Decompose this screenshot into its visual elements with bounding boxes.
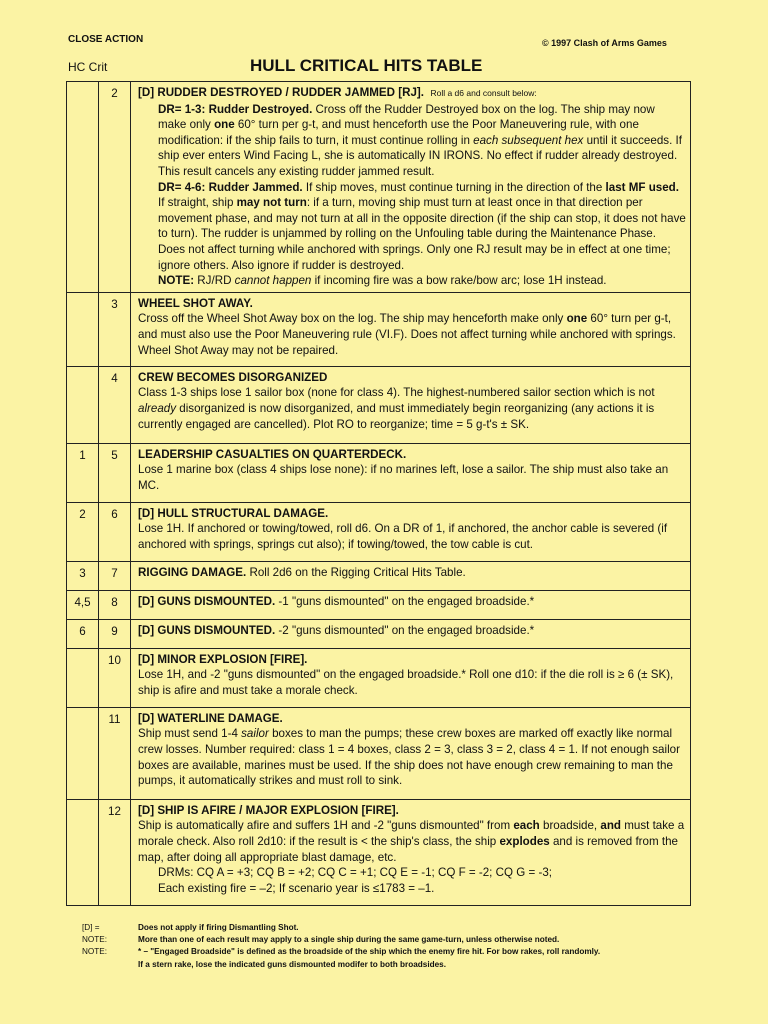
footnote [82, 934, 600, 946]
crit-cell: 11 [99, 707, 131, 799]
hc-cell: 4,5 [67, 590, 99, 619]
hc-cell: 1 [67, 443, 99, 502]
table-row [67, 443, 691, 502]
footnote-text: If a stern rake, lose the indicated guns dismounted modifer to both broadsides. [138, 959, 446, 969]
footnote [82, 922, 600, 934]
hc-cell: 2 [67, 502, 99, 561]
table-row [67, 82, 691, 293]
result-description [131, 707, 691, 799]
footnote-text: More than one of each result may apply to a single ship during the same game-turn, unless otherwise noted. [138, 935, 560, 945]
crit-cell: 12 [99, 799, 131, 905]
result-title: CREW BECOMES DISORGANIZED [138, 370, 328, 384]
hc-cell: 6 [67, 619, 99, 648]
result-title: [D] GUNS DISMOUNTED. [138, 594, 276, 608]
crit-cell: 9 [99, 619, 131, 648]
copyright: © 1997 Clash of Arms Games [542, 38, 667, 48]
hc-cell [67, 292, 99, 366]
table-row [67, 648, 691, 707]
crit-cell: 10 [99, 648, 131, 707]
result-paragraph: -2 "guns dismounted" on the engaged broadside.* [275, 623, 535, 637]
table-row [67, 292, 691, 366]
result-description [131, 619, 691, 648]
result-title: RIGGING DAMAGE. [138, 565, 247, 579]
footnote [82, 959, 600, 971]
result-description [131, 502, 691, 561]
table-row [67, 502, 691, 561]
crit-cell: 2 [99, 82, 131, 293]
critical-hits-table [66, 81, 691, 906]
result-note: NOTE: RJ/RD cannot happen if incoming fire was a bow rake/bow arc; lose 1H instead. [158, 274, 607, 288]
footnote-key [82, 959, 138, 971]
result-description [131, 561, 691, 590]
footnote [82, 946, 600, 958]
result-paragraph: Lose 1H. If anchored or towing/towed, roll d6. On a DR of 1, if anchored, the anchor cable is severed (if anchored with springs, springs cut also); if towing/towed, the tow cable is cut. [138, 522, 668, 551]
result-title: [D] RUDDER DESTROYED / RUDDER JAMMED [RJ]. [138, 86, 424, 99]
crit-cell: 3 [99, 292, 131, 366]
result-description [131, 443, 691, 502]
result-description [131, 799, 691, 905]
table-row [67, 561, 691, 590]
crit-cell: 5 [99, 443, 131, 502]
hc-cell [67, 648, 99, 707]
result-description [131, 366, 691, 443]
result-title: [D] HULL STRUCTURAL DAMAGE. [138, 506, 329, 520]
crit-cell: 8 [99, 590, 131, 619]
drm-line: DRMs: CQ A = +3; CQ B = +2; CQ C = +1; CQ E = -1; CQ F = -2; CQ G = -3; [158, 866, 552, 880]
result-title: WHEEL SHOT AWAY. [138, 296, 253, 310]
hc-cell [67, 799, 99, 905]
result-paragraph: Lose 1 marine box (class 4 ships lose none): if no marines left, lose a sailor. The ship must also take an MC. [138, 463, 669, 492]
result-paragraph: Class 1-3 ships lose 1 sailor box (none for class 4). The highest-numbered sailor section which is not already disorganized is now disorganized, and must immediately begin reorganizing (any actions it is currently engaged are cancelled). Plot RO to reorganize; time = 5 g-t's ± SK. [138, 386, 655, 431]
crit-cell: 7 [99, 561, 131, 590]
hc-cell [67, 366, 99, 443]
footnote-key: [D] = [82, 923, 100, 932]
result-paragraph: Ship must send 1-4 sailor boxes to man the pumps; these crew boxes are marked off exactly like normal crew losses. Number required: class 1 = 4 boxes, class 2 = 3, class 3 = 2, class 4 = 1. If not enough sailor boxes are available, marines must be used. If the ship does not have enough crew remaining to man the pumps, it automatically strikes and must roll to sink. [138, 727, 680, 788]
footnote-text: Does not apply if firing Dismantling Shot. [138, 923, 299, 932]
result-paragraph: -1 "guns dismounted" on the engaged broadside.* [275, 594, 535, 608]
table-row [67, 799, 691, 905]
result-title-suffix: Roll a d6 and consult below: [430, 88, 537, 98]
footnotes [82, 922, 600, 971]
table-row [67, 619, 691, 648]
result-paragraph: Roll 2d6 on the Rigging Critical Hits Table. [246, 565, 466, 579]
result-title: [D] MINOR EXPLOSION [FIRE]. [138, 652, 308, 666]
table-row [67, 707, 691, 799]
header-left: CLOSE ACTION [68, 34, 144, 45]
footnote-key: NOTE: [82, 935, 108, 945]
hc-crit-label: HC Crit [68, 60, 108, 74]
result-title: [D] GUNS DISMOUNTED. [138, 623, 276, 637]
result-title: [D] WATERLINE DAMAGE. [138, 711, 283, 725]
result-description [131, 292, 691, 366]
result-description [131, 82, 691, 293]
hc-cell [67, 82, 99, 293]
footnote-key: NOTE: [82, 947, 108, 957]
result-title: LEADERSHIP CASUALTIES ON QUARTERDECK. [138, 447, 407, 461]
page-title: HULL CRITICAL HITS TABLE [250, 56, 483, 75]
hc-cell: 3 [67, 561, 99, 590]
result-paragraph: Ship is automatically afire and suffers 1H and -2 "guns dismounted" from each broadside, and must take a morale check. Also roll 2d10: if the result is < the ship's class, the ship explodes and is removed from the map, after doing all appropriate blast damage, etc. [138, 819, 685, 864]
result-description [131, 590, 691, 619]
crit-cell: 4 [99, 366, 131, 443]
footnote-text: * – "Engaged Broadside" is defined as the broadside of the ship which the enemy fire hit. For bow rakes, roll randomly. [138, 947, 601, 957]
fire-modifier-line: Each existing fire = –2; If scenario year is ≤1783 = –1. [158, 881, 435, 895]
result-paragraph: DR= 1-3: Rudder Destroyed. Cross off the Rudder Destroyed box on the log. The ship may now make only one 60° turn per g-t, and must henceforth use the Poor Maneuvering rule, with one modification: if the ship fails to turn, it must continue rolling in each subsequent hex until it succeeds. If ship ever enters Wind Facing L, she is automatically IN IRONS. No effect if rudder already destroyed. This result cancels any existing rudder jammed result. [158, 102, 682, 178]
result-title: [D] SHIP IS AFIRE / MAJOR EXPLOSION [FIRE]. [138, 803, 399, 817]
result-paragraph: DR= 4-6: Rudder Jammed. If ship moves, must continue turning in the direction of the last MF used. If straight, ship may not turn: if a turn, moving ship must turn at least once in that direction per movement phase, and may not turn at all in the opposite direction (if the ship can stop, it does not have to turn). The rudder is unjammed by rolling on the Unfouling table during the Maintenance Phase. Does not affect turning while anchored with springs. Only one RJ result may be in effect at one time; ignore others. Also ignore if rudder is destroyed. [158, 180, 686, 272]
table-row [67, 590, 691, 619]
result-paragraph: Cross off the Wheel Shot Away box on the log. The ship may henceforth make only one 60° turn per g-t, and must also use the Poor Maneuvering rule (VI.F). Does not affect turning while anchored with springs. Wheel Shot Away may not be repaired. [138, 312, 676, 357]
result-description [131, 648, 691, 707]
crit-cell: 6 [99, 502, 131, 561]
result-paragraph: Lose 1H, and -2 "guns dismounted" on the engaged broadside.* Roll one d10: if the die roll is ≥ 6 (± SK), ship is afire and must take a morale check. [138, 668, 674, 697]
hc-cell [67, 707, 99, 799]
table-row [67, 366, 691, 443]
